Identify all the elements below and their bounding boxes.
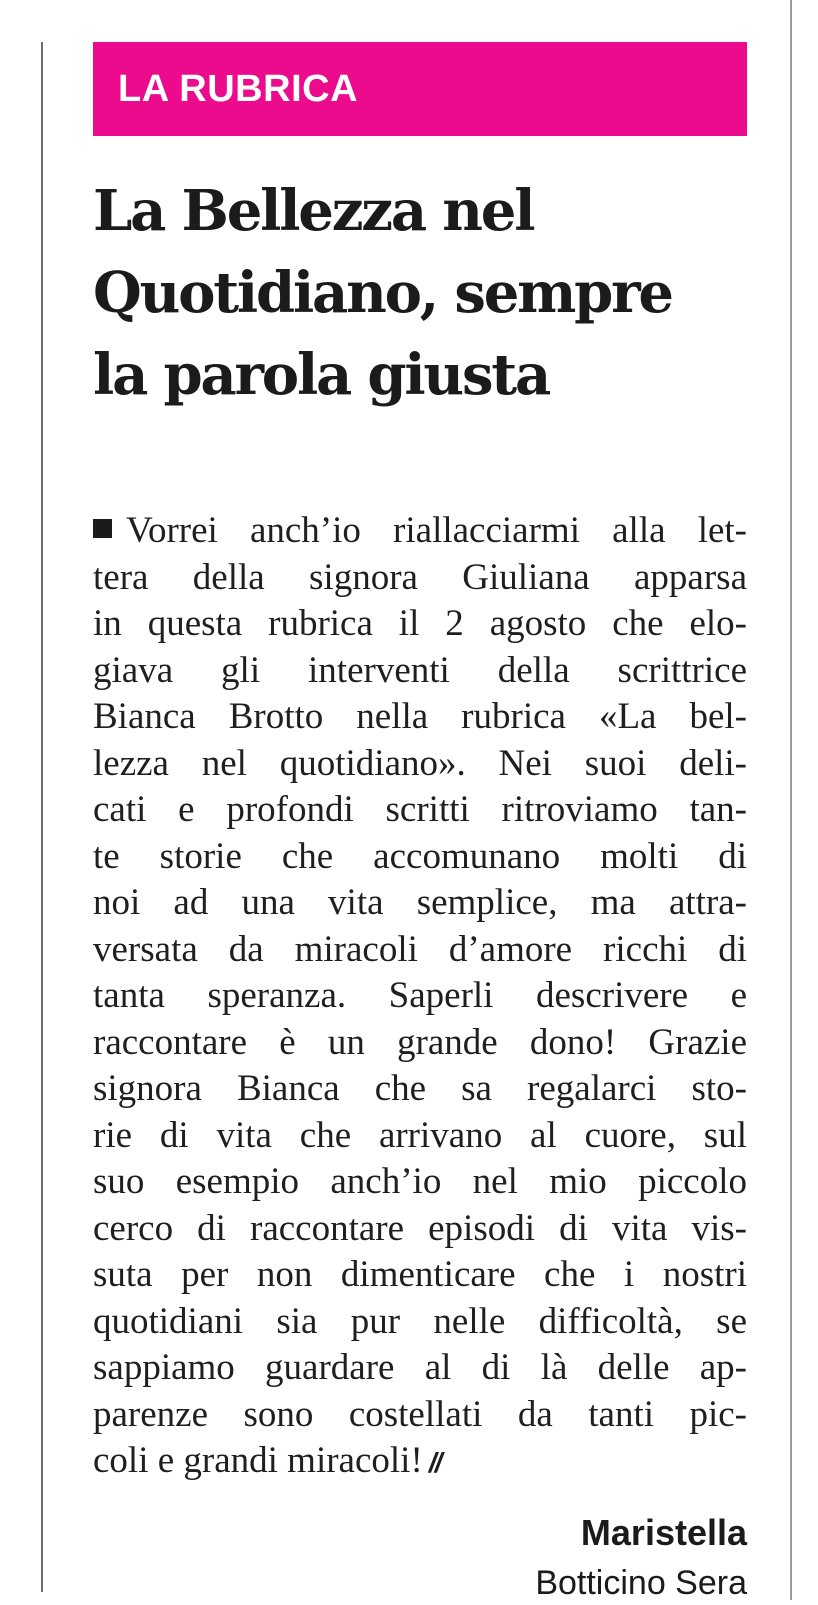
body-line: in questa rubrica il 2 agosto che elo- <box>93 603 747 644</box>
section-kicker-banner <box>93 42 747 136</box>
article-headline <box>93 170 747 416</box>
article-body <box>93 508 747 1485</box>
body-line: tanta speranza. Saperli descrivere e <box>93 975 747 1016</box>
body-line: versata da miracoli d’amore ricchi di <box>93 928 747 970</box>
end-of-article-mark: // <box>428 1447 441 1478</box>
body-line: raccontare è un grande dono! Grazie <box>93 1021 747 1063</box>
body-line: cerco di raccontare episodi di vita vis- <box>93 1207 747 1249</box>
body-line: giava gli interventi della scrittrice <box>93 649 747 691</box>
headline-line: Quotidiano, sempre <box>93 260 672 326</box>
body-line: quotidiani sia pur nelle difficoltà, se <box>93 1300 747 1342</box>
body-line: signora Bianca che sa regalarci sto- <box>93 1068 747 1109</box>
headline-line: la parola giusta <box>93 342 550 408</box>
body-line: rie di vita che arrivano al cuore, sul <box>93 1114 747 1156</box>
headline-line: La Bellezza nel <box>93 178 534 244</box>
body-line-text: Vorrei anch’io riallacciarmi alla let- <box>126 510 747 551</box>
body-line: cati e profondi scritti ritroviamo tan- <box>93 789 747 830</box>
letter-article <box>93 42 747 1605</box>
section-kicker-label: LA RUBRICA <box>118 67 359 110</box>
body-line: suo esempio anch’io nel mio piccolo <box>93 1161 747 1202</box>
body-line: parenze sono costellati da tanti pic- <box>93 1393 747 1435</box>
body-line: Bianca Brotto nella rubrica «La bel- <box>93 696 747 737</box>
author-signature: Maristella <box>580 1511 747 1553</box>
body-line: tera della signora Giuliana apparsa <box>93 556 747 598</box>
body-line: suta per non dimenticare che i nostri <box>93 1254 747 1295</box>
body-line <box>93 1438 747 1485</box>
body-line: lezza nel quotidiano». Nei suoi deli- <box>93 742 747 784</box>
column-rule-left <box>41 42 43 1592</box>
body-line-text: coli e grandi miracoli! <box>93 1440 423 1481</box>
body-line: noi ad una vita semplice, ma attra- <box>93 882 747 923</box>
body-line <box>93 508 747 555</box>
body-line: sappiamo guardare al di là delle ap- <box>93 1347 747 1388</box>
body-line: te storie che accomunano molti di <box>93 835 747 877</box>
column-rule-right <box>790 0 792 1600</box>
author-location: Botticino Sera <box>535 1563 747 1602</box>
bullet-square-icon <box>93 519 112 538</box>
